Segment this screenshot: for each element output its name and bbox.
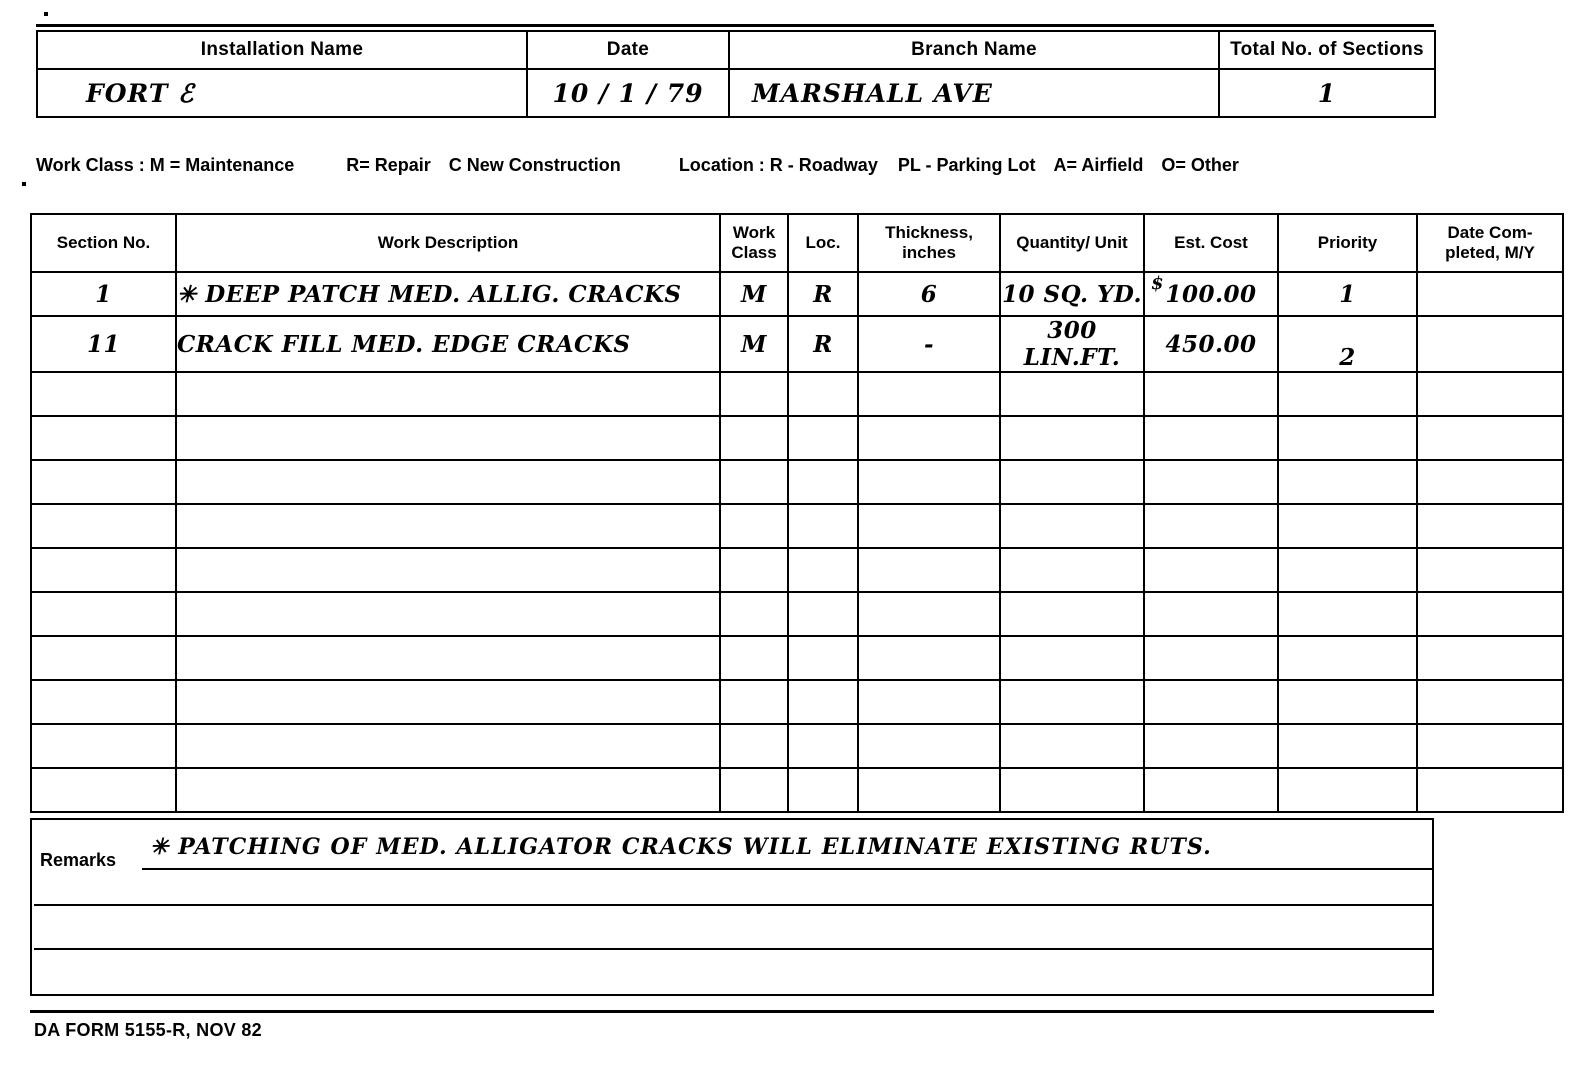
col-date-completed-line1: Date Com- [1447, 223, 1533, 243]
cell-date-completed[interactable] [1417, 316, 1563, 372]
cell-work-class[interactable]: M [720, 272, 788, 316]
cell-est-cost[interactable] [1144, 592, 1278, 636]
header-table [36, 30, 1436, 118]
cell-priority[interactable] [1278, 592, 1417, 636]
cell-loc[interactable] [788, 372, 858, 416]
cell-work-class[interactable] [720, 680, 788, 724]
work-items-table [30, 213, 1564, 813]
remarks-text-line2[interactable] [46, 912, 1426, 942]
legend-location: Location : R - Roadway [678, 155, 878, 175]
cell-work-description[interactable] [176, 372, 720, 416]
cell-priority[interactable] [1278, 680, 1417, 724]
table-row [31, 548, 1563, 592]
cell-section-no[interactable] [31, 504, 176, 548]
col-loc: Loc. [788, 214, 858, 272]
cell-date-completed[interactable] [1417, 592, 1563, 636]
cell-thickness[interactable] [858, 372, 1000, 416]
cell-priority[interactable] [1278, 460, 1417, 504]
remarks-underline-1 [142, 868, 1434, 870]
cell-est-cost[interactable] [1144, 636, 1278, 680]
cell-loc[interactable] [788, 768, 858, 812]
remarks-text-line1[interactable]: ✳ PATCHING OF MED. ALLIGATOR CRACKS WILL ELIMINATE EXISTING RUTS. [150, 834, 1212, 860]
cell-quantity-unit[interactable] [1000, 636, 1144, 680]
installation-name-label: Installation Name [37, 31, 527, 69]
cell-loc[interactable]: R [788, 272, 858, 316]
cell-est-cost[interactable] [1144, 724, 1278, 768]
scan-artifact-dot-left [22, 182, 26, 186]
cell-work-description[interactable] [176, 504, 720, 548]
cell-priority[interactable]: 1 [1278, 272, 1417, 316]
cell-work-class[interactable] [720, 504, 788, 548]
cell-loc[interactable] [788, 548, 858, 592]
cell-loc[interactable] [788, 460, 858, 504]
cell-section-no[interactable] [31, 680, 176, 724]
cell-loc[interactable] [788, 504, 858, 548]
cell-quantity-unit[interactable] [1000, 372, 1144, 416]
cell-date-completed[interactable] [1417, 768, 1563, 812]
form-identifier: DA FORM 5155-R, NOV 82 [34, 1020, 262, 1040]
cell-priority[interactable] [1278, 416, 1417, 460]
cell-thickness[interactable] [858, 416, 1000, 460]
cell-priority[interactable] [1278, 768, 1417, 812]
remarks-text-line3[interactable] [46, 956, 1426, 986]
table-row [31, 504, 1563, 548]
cell-est-cost[interactable] [1144, 416, 1278, 460]
cell-section-no[interactable] [31, 724, 176, 768]
cell-work-description[interactable] [176, 768, 720, 812]
cell-date-completed[interactable] [1417, 272, 1563, 316]
date-label: Date [527, 31, 729, 69]
cell-quantity-unit[interactable] [1000, 548, 1144, 592]
remarks-label: Remarks [40, 850, 117, 870]
cell-work-class[interactable] [720, 768, 788, 812]
cell-quantity-unit[interactable] [1000, 416, 1144, 460]
cell-thickness[interactable] [858, 504, 1000, 548]
table-header-row [31, 214, 1563, 272]
table-row [31, 416, 1563, 460]
branch-name-label: Branch Name [729, 31, 1219, 69]
table-row [31, 372, 1563, 416]
cell-est-cost[interactable] [1144, 272, 1278, 316]
legend-work-class: Work Class : M = Maintenance [36, 155, 295, 175]
cell-loc[interactable] [788, 724, 858, 768]
cell-priority[interactable] [1278, 548, 1417, 592]
table-row [31, 680, 1563, 724]
installation-name-value[interactable]: FORT ℰ [37, 69, 527, 117]
col-work-class [720, 214, 788, 272]
cell-priority[interactable] [1278, 724, 1417, 768]
cell-priority[interactable] [1278, 504, 1417, 548]
col-work-class-line1: Work [732, 223, 776, 243]
cell-date-completed[interactable] [1417, 416, 1563, 460]
cell-est-cost[interactable] [1144, 680, 1278, 724]
table-row [31, 724, 1563, 768]
cell-thickness[interactable] [858, 460, 1000, 504]
legend-location-other: O= Other [1161, 155, 1239, 175]
col-priority: Priority [1278, 214, 1417, 272]
cell-est-cost-value: 100.00 [1165, 280, 1257, 308]
cell-work-class[interactable] [720, 724, 788, 768]
cell-section-no[interactable] [31, 636, 176, 680]
col-section-no: Section No. [31, 214, 176, 272]
col-quantity-unit: Quantity/ Unit [1000, 214, 1144, 272]
table-row [31, 768, 1563, 812]
legend-location-parking: PL - Parking Lot [897, 155, 1036, 175]
cell-quantity-unit[interactable] [1000, 724, 1144, 768]
cell-loc[interactable]: R [788, 316, 858, 372]
cell-est-cost-value: 450.00 [1165, 330, 1257, 358]
cell-priority[interactable] [1278, 636, 1417, 680]
table-row [31, 460, 1563, 504]
cell-quantity-unit[interactable] [1000, 504, 1144, 548]
cell-thickness[interactable]: - [858, 316, 1000, 372]
cell-quantity-unit[interactable] [1000, 768, 1144, 812]
remarks-underline-3 [34, 948, 1434, 950]
legend-location-airfield: A= Airfield [1053, 155, 1144, 175]
scan-artifact-dot [44, 12, 48, 16]
col-thickness [858, 214, 1000, 272]
table-row [31, 636, 1563, 680]
table-row [31, 272, 1563, 316]
cell-date-completed[interactable] [1417, 724, 1563, 768]
total-sections-value[interactable]: 1 [1219, 69, 1435, 117]
date-value[interactable]: 10 / 1 / 79 [527, 69, 729, 117]
col-work-class-line2: Class [731, 243, 777, 262]
legend-row [36, 155, 1239, 176]
cell-date-completed[interactable] [1417, 636, 1563, 680]
legend-work-class-repair: R= Repair [346, 155, 431, 175]
cell-est-cost[interactable] [1144, 768, 1278, 812]
table-row [31, 316, 1563, 372]
cell-quantity-unit[interactable] [1000, 460, 1144, 504]
cell-thickness[interactable]: 6 [858, 272, 1000, 316]
cell-work-description[interactable] [176, 724, 720, 768]
cell-loc[interactable] [788, 592, 858, 636]
cell-thickness[interactable] [858, 680, 1000, 724]
cell-work-description[interactable] [176, 680, 720, 724]
cell-est-cost[interactable] [1144, 548, 1278, 592]
cell-loc[interactable] [788, 416, 858, 460]
cell-section-no[interactable] [31, 548, 176, 592]
cell-thickness[interactable] [858, 768, 1000, 812]
col-date-completed [1417, 214, 1563, 272]
cell-est-cost[interactable] [1144, 372, 1278, 416]
cell-section-no[interactable] [31, 416, 176, 460]
cell-work-class[interactable] [720, 416, 788, 460]
cell-section-no[interactable] [31, 460, 176, 504]
header-value-row [37, 69, 1435, 117]
cell-quantity-unit[interactable]: 10 SQ. YD. [1000, 272, 1144, 316]
cell-section-no[interactable] [31, 768, 176, 812]
cell-date-completed[interactable] [1417, 680, 1563, 724]
col-date-completed-line2: pleted, M/Y [1445, 243, 1535, 262]
col-est-cost: Est. Cost [1144, 214, 1278, 272]
remarks-underline-2 [34, 904, 1434, 906]
header-top-rule [36, 24, 1434, 27]
cell-quantity-unit[interactable] [1000, 680, 1144, 724]
table-row [31, 592, 1563, 636]
header-label-row [37, 31, 1435, 69]
remarks-box [30, 818, 1434, 996]
cell-priority[interactable]: 2 [1278, 316, 1417, 372]
cell-thickness[interactable] [858, 592, 1000, 636]
total-sections-label: Total No. of Sections [1219, 31, 1435, 69]
cell-thickness[interactable] [858, 724, 1000, 768]
cell-work-description[interactable]: ✳ DEEP PATCH MED. ALLIG. CRACKS [176, 272, 720, 316]
cell-date-completed[interactable] [1417, 504, 1563, 548]
cell-section-no[interactable]: 1 [31, 272, 176, 316]
cell-est-cost[interactable] [1144, 504, 1278, 548]
footer-rule [30, 1010, 1434, 1013]
cell-work-class[interactable]: M [720, 316, 788, 372]
cell-thickness[interactable] [858, 636, 1000, 680]
dollar-sign: $ [1151, 273, 1165, 294]
cell-loc[interactable] [788, 680, 858, 724]
col-thickness-line2: inches [902, 243, 956, 262]
cell-quantity-unit[interactable] [1000, 592, 1144, 636]
cell-work-class[interactable] [720, 592, 788, 636]
cell-work-class[interactable] [720, 548, 788, 592]
cell-section-no[interactable] [31, 372, 176, 416]
cell-section-no[interactable]: 11 [31, 316, 176, 372]
cell-work-description[interactable] [176, 548, 720, 592]
cell-work-description[interactable] [176, 636, 720, 680]
cell-est-cost[interactable] [1144, 460, 1278, 504]
col-work-description: Work Description [176, 214, 720, 272]
cell-loc[interactable] [788, 636, 858, 680]
cell-thickness[interactable] [858, 548, 1000, 592]
branch-name-value[interactable]: MARSHALL AVE [729, 69, 1219, 117]
cell-work-description[interactable] [176, 592, 720, 636]
cell-priority[interactable] [1278, 372, 1417, 416]
cell-work-description[interactable] [176, 416, 720, 460]
cell-work-description[interactable] [176, 460, 720, 504]
legend-work-class-new: C New Construction [448, 155, 621, 175]
cell-work-class[interactable] [720, 372, 788, 416]
col-thickness-line1: Thickness, [885, 223, 973, 243]
cell-date-completed[interactable] [1417, 460, 1563, 504]
cell-section-no[interactable] [31, 592, 176, 636]
cell-est-cost[interactable] [1144, 316, 1278, 372]
cell-quantity-unit[interactable]: 300 LIN.FT. [1000, 316, 1144, 372]
cell-work-class[interactable] [720, 636, 788, 680]
cell-date-completed[interactable] [1417, 548, 1563, 592]
cell-work-description[interactable]: CRACK FILL MED. EDGE CRACKS [176, 316, 720, 372]
cell-date-completed[interactable] [1417, 372, 1563, 416]
cell-work-class[interactable] [720, 460, 788, 504]
